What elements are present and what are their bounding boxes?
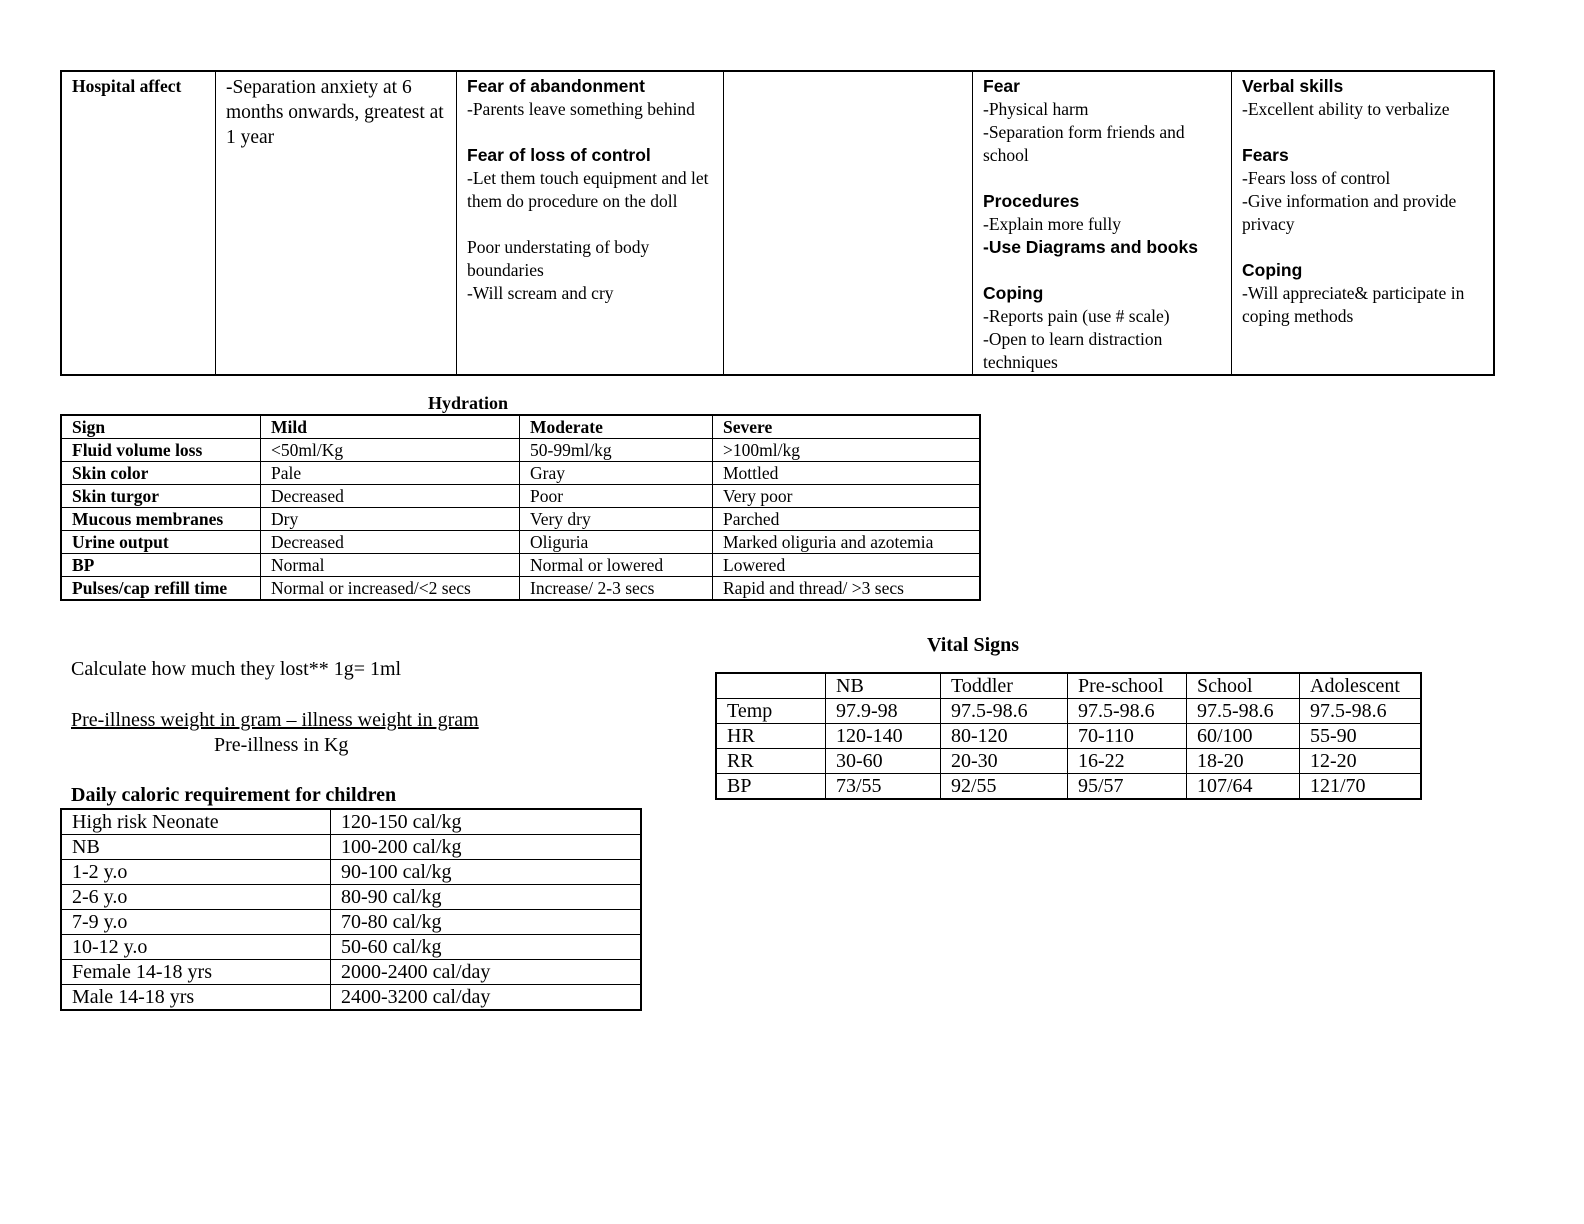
table-cell: 30-60 bbox=[826, 749, 941, 774]
table-cell: Decreased bbox=[261, 485, 520, 508]
table-row bbox=[61, 960, 641, 985]
table-cell: 120-150 cal/kg bbox=[331, 809, 642, 835]
column-header: Pre-school bbox=[1068, 673, 1187, 699]
table-cell: BP bbox=[61, 554, 261, 577]
table-cell: 80-90 cal/kg bbox=[331, 885, 642, 910]
table-cell: 97.9-98 bbox=[826, 699, 941, 724]
adol-fears-1: -Fears loss of control bbox=[1242, 168, 1391, 188]
table-cell: 70-80 cal/kg bbox=[331, 910, 642, 935]
table-cell: 2400-3200 cal/day bbox=[331, 985, 642, 1011]
column-header: Mild bbox=[261, 415, 520, 439]
table-cell: 97.5-98.6 bbox=[941, 699, 1068, 724]
adol-fears-2: -Give information and provide privacy bbox=[1242, 191, 1457, 234]
table-cell: Oliguria bbox=[520, 531, 713, 554]
column-header: NB bbox=[826, 673, 941, 699]
hydration-table bbox=[60, 414, 981, 601]
table-cell: 100-200 cal/kg bbox=[331, 835, 642, 860]
caloric-title: Daily caloric requirement for children bbox=[71, 784, 397, 806]
adol-verbal-1: -Excellent ability to verbalize bbox=[1242, 99, 1450, 119]
table-cell: 50-99ml/kg bbox=[520, 439, 713, 462]
column-header: Moderate bbox=[520, 415, 713, 439]
table-cell: 120-140 bbox=[826, 724, 941, 749]
school-coping-title: Coping bbox=[983, 283, 1044, 303]
school-cell bbox=[973, 71, 1232, 375]
table-cell: Poor bbox=[520, 485, 713, 508]
table-cell: 90-100 cal/kg bbox=[331, 860, 642, 885]
table-row bbox=[61, 985, 641, 1011]
fear-abandon-text: -Parents leave something behind bbox=[467, 99, 695, 119]
table-cell: >100ml/kg bbox=[713, 439, 981, 462]
table-cell: BP bbox=[716, 774, 826, 800]
table-cell: 20-30 bbox=[941, 749, 1068, 774]
body-boundaries-text: Poor understating of body boundaries bbox=[467, 237, 650, 280]
table-cell: NB bbox=[61, 835, 331, 860]
table-row bbox=[716, 774, 1421, 800]
table-cell: 12-20 bbox=[1300, 749, 1422, 774]
table-header-row bbox=[716, 673, 1421, 699]
school-coping-1: -Reports pain (use # scale) bbox=[983, 306, 1170, 326]
table-row bbox=[716, 699, 1421, 724]
row-label: Hospital affect bbox=[72, 76, 182, 96]
table-cell: Temp bbox=[716, 699, 826, 724]
infant-text: -Separation anxiety at 6 months onwards, greatest at 1 year bbox=[226, 77, 444, 148]
table-cell: Skin color bbox=[61, 462, 261, 485]
table-cell: 92/55 bbox=[941, 774, 1068, 800]
school-coping-2: -Open to learn distraction techniques bbox=[983, 329, 1163, 372]
calc-instruction: Calculate how much they lost** 1g= 1ml bbox=[71, 658, 402, 680]
table-row bbox=[61, 485, 980, 508]
hydration-title: Hydration bbox=[428, 393, 509, 413]
table-row bbox=[61, 577, 980, 601]
table-cell: Urine output bbox=[61, 531, 261, 554]
table-row bbox=[61, 508, 980, 531]
table-cell: Increase/ 2-3 secs bbox=[520, 577, 713, 601]
adol-coping-title: Coping bbox=[1242, 260, 1303, 280]
vital-signs-table bbox=[715, 672, 1422, 800]
adol-verbal-title: Verbal skills bbox=[1242, 76, 1344, 96]
table-cell: Lowered bbox=[713, 554, 981, 577]
table-row bbox=[61, 935, 641, 960]
table-cell: Pale bbox=[261, 462, 520, 485]
table-cell: 80-120 bbox=[941, 724, 1068, 749]
fear-control-text: -Let them touch equipment and let them do procedure on the doll bbox=[467, 168, 709, 211]
table-row bbox=[61, 554, 980, 577]
adol-fears-title: Fears bbox=[1242, 145, 1289, 165]
school-fear-2: -Separation form friends and school bbox=[983, 122, 1185, 165]
table-cell: Mottled bbox=[713, 462, 981, 485]
hospital-affect-table bbox=[60, 70, 1495, 376]
table-cell: Marked oliguria and azotemia bbox=[713, 531, 981, 554]
adolescent-cell bbox=[1232, 71, 1495, 375]
table-row bbox=[61, 439, 980, 462]
table-cell: High risk Neonate bbox=[61, 809, 331, 835]
table-cell: Dry bbox=[261, 508, 520, 531]
table-cell: 70-110 bbox=[1068, 724, 1187, 749]
table-cell: HR bbox=[716, 724, 826, 749]
column-header: Severe bbox=[713, 415, 981, 439]
table-cell: 16-22 bbox=[1068, 749, 1187, 774]
table-row bbox=[61, 835, 641, 860]
table-row bbox=[61, 809, 641, 835]
table-cell: 97.5-98.6 bbox=[1068, 699, 1187, 724]
table-cell: Mucous membranes bbox=[61, 508, 261, 531]
table-cell: 1-2 y.o bbox=[61, 860, 331, 885]
table-row bbox=[716, 749, 1421, 774]
column-header: School bbox=[1187, 673, 1300, 699]
calc-numerator: Pre-illness weight in gram – illness weight in gram bbox=[71, 709, 479, 731]
table-cell: Very poor bbox=[713, 485, 981, 508]
table-cell: Fluid volume loss bbox=[61, 439, 261, 462]
table-cell: 73/55 bbox=[826, 774, 941, 800]
vital-signs-title: Vital Signs bbox=[927, 634, 1020, 656]
table-cell: 60/100 bbox=[1187, 724, 1300, 749]
table-cell: 7-9 y.o bbox=[61, 910, 331, 935]
scream-text: -Will scream and cry bbox=[467, 283, 614, 303]
table-cell: 2000-2400 cal/day bbox=[331, 960, 642, 985]
table-cell: 97.5-98.6 bbox=[1300, 699, 1422, 724]
school-fear-title: Fear bbox=[983, 76, 1020, 96]
table-cell: Normal or lowered bbox=[520, 554, 713, 577]
table-cell: <50ml/Kg bbox=[261, 439, 520, 462]
table-row bbox=[61, 910, 641, 935]
table-row bbox=[716, 724, 1421, 749]
table-cell: Female 14-18 yrs bbox=[61, 960, 331, 985]
adol-coping-1: -Will appreciate& participate in coping methods bbox=[1242, 283, 1465, 326]
school-proc-title: Procedures bbox=[983, 191, 1080, 211]
table-cell: Normal bbox=[261, 554, 520, 577]
table-cell: 2-6 y.o bbox=[61, 885, 331, 910]
caloric-table bbox=[60, 808, 642, 1011]
fear-control-title: Fear of loss of control bbox=[467, 145, 651, 165]
school-proc-2: -Use Diagrams and books bbox=[983, 237, 1198, 257]
calc-denominator: Pre-illness in Kg bbox=[214, 734, 349, 756]
table-row bbox=[61, 885, 641, 910]
table-cell: Parched bbox=[713, 508, 981, 531]
toddler-cell bbox=[457, 71, 724, 375]
table-cell: 55-90 bbox=[1300, 724, 1422, 749]
table-row bbox=[61, 71, 1494, 375]
table-cell: 97.5-98.6 bbox=[1187, 699, 1300, 724]
table-cell: Skin turgor bbox=[61, 485, 261, 508]
table-cell: Normal or increased/<2 secs bbox=[261, 577, 520, 601]
infant-cell bbox=[216, 71, 457, 375]
table-cell: 18-20 bbox=[1187, 749, 1300, 774]
column-header bbox=[716, 673, 826, 699]
school-fear-1: -Physical harm bbox=[983, 99, 1089, 119]
table-cell: RR bbox=[716, 749, 826, 774]
table-cell: 50-60 cal/kg bbox=[331, 935, 642, 960]
column-header: Toddler bbox=[941, 673, 1068, 699]
table-cell: Very dry bbox=[520, 508, 713, 531]
fear-abandon-title: Fear of abandonment bbox=[467, 76, 645, 96]
table-cell: Male 14-18 yrs bbox=[61, 985, 331, 1011]
table-row bbox=[61, 462, 980, 485]
table-cell: 95/57 bbox=[1068, 774, 1187, 800]
preschool-cell bbox=[724, 71, 973, 375]
school-proc-1: -Explain more fully bbox=[983, 214, 1122, 234]
table-row bbox=[61, 860, 641, 885]
column-header: Adolescent bbox=[1300, 673, 1422, 699]
table-row bbox=[61, 531, 980, 554]
table-cell: 121/70 bbox=[1300, 774, 1422, 800]
column-header: Sign bbox=[61, 415, 261, 439]
table-cell: 10-12 y.o bbox=[61, 935, 331, 960]
table-cell: Rapid and thread/ >3 secs bbox=[713, 577, 981, 601]
table-cell: Decreased bbox=[261, 531, 520, 554]
row-label-cell bbox=[61, 71, 216, 375]
table-header-row bbox=[61, 415, 980, 439]
table-cell: Gray bbox=[520, 462, 713, 485]
table-cell: Pulses/cap refill time bbox=[61, 577, 261, 601]
table-cell: 107/64 bbox=[1187, 774, 1300, 800]
